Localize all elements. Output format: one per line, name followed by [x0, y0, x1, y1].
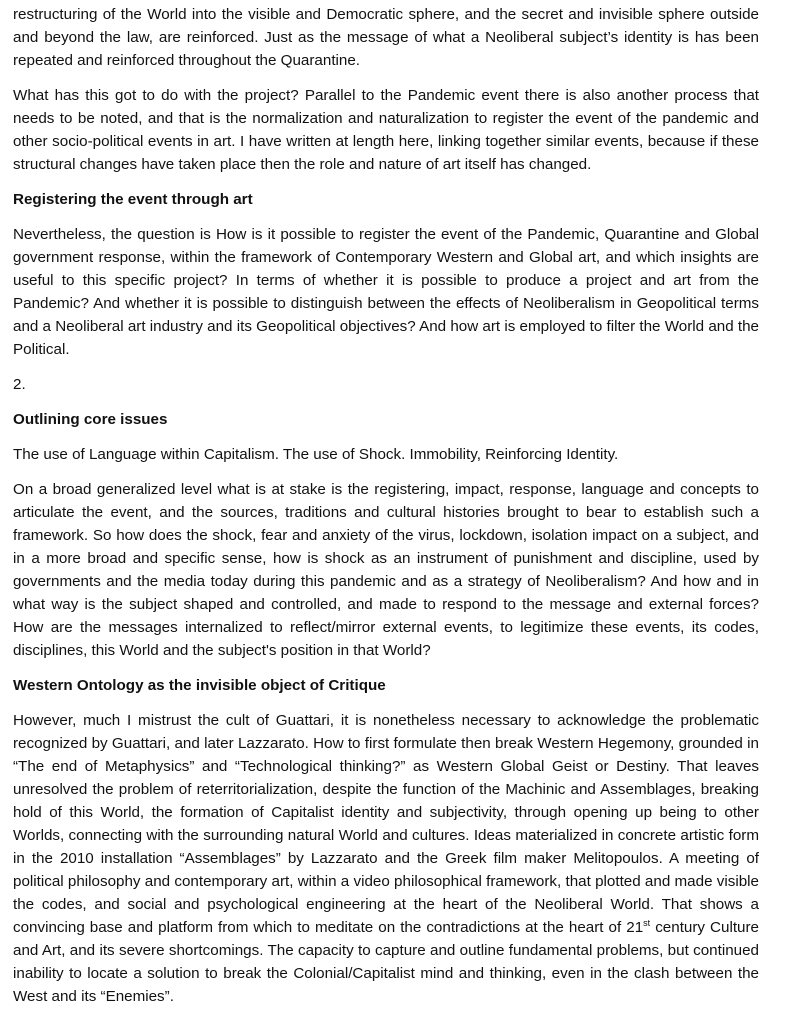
paragraph-project: What has this got to do with the project? Parallel to the Pandemic event there is also another process that needs to be noted, and that is the normalization and naturalization to register the event of the pandemic and other socio-political events in art. I have written at length here, linking together similar events, because if these structural changes have taken place then the role and nature of art itself has changed. — [13, 87, 759, 173]
section-heading-ontology: Western Ontology as the invisible object of Critique — [13, 677, 386, 694]
paragraph-language: The use of Language within Capitalism. The use of Shock. Immobility, Reinforcing Identity. — [13, 446, 619, 463]
section-number: 2. — [13, 376, 26, 393]
paragraph-guattari-text-end: century Culture and Art, and its severe shortcomings. The capacity to capture and outline fundamental problems, but continued inability to locate a solution to break the Colonial/Capitalist mind and thinking, even in the clash between the West and its “Enemies”. — [13, 919, 759, 1005]
paragraph-intro: restructuring of the World into the visible and Democratic sphere, and the secret and invisible sphere outside and beyond the law, are reinforced. Just as the message of what a Neoliberal subject’s identity is has been repeated and reinforced throughout the Quarantine. — [13, 6, 759, 69]
paragraph-guattari — [13, 709, 759, 1008]
paragraph-shock: On a broad generalized level what is at stake is the registering, impact, response, language and concepts to articulate the event, and the sources, traditions and cultural histories brought to bear to establish such a framework. So how does the shock, fear and anxiety of the virus, lockdown, isolation impact on a subject, and in a more broad and specific sense, how is shock as an instrument of punishment and discipline, used by governments and the media today during this pandemic and as a strategy of Neoliberalism? And how and in what way is the subject shaped and controlled, and made to respond to the message and external forces? How are the messages internalized to reflect/mirror external events, to legitimize these events, its codes, disciplines, this World and the subject's position in that World? — [13, 481, 759, 659]
paragraph-guattari-text: However, much I mistrust the cult of Guattari, it is nonetheless necessary to acknowledge the problematic recognized by Guattari, and later Lazzarato. How to first formulate then break Western Hegemony, grounded in “The end of Metaphysics” and “Technological thinking?” as Western Global Geist or Destiny. That leaves unresolved the problem of reterritorialization, despite the function of the Machinic and Assemblages, breaking hold of this World, the formation of Capitalist identity and subjectivity, through opening up being to other Worlds, connecting with the surrounding natural World and cultures. Ideas materialized in concrete artistic form in the 2010 installation “Assemblages” by Lazzarato and the Greek film maker Melitopoulos. A meeting of political philosophy and contemporary art, within a video philosophical framework, that plotted and made visible the codes, and social and psychological engineering at the heart of the Neoliberal World. That shows a convincing base and platform from which to meditate on the contradictions at the heart of 21 — [13, 712, 759, 936]
paragraph-registering: Nevertheless, the question is How is it possible to register the event of the Pandemic, Quarantine and Global government response, within the framework of Contemporary Western and Global art, and which insights are useful to this specific project? In terms of whether it is possible to produce a project and art from the Pandemic? And whether it is possible to distinguish between the effects of Neoliberalism in Geopolitical terms and a Neoliberal art industry and its Geopolitical objectives? And how art is employed to filter the World and the Political. — [13, 226, 760, 358]
section-heading-registering: Registering the event through art — [13, 191, 253, 208]
section-heading-core-issues: Outlining core issues — [13, 411, 168, 428]
ordinal-superscript: st — [643, 917, 651, 928]
